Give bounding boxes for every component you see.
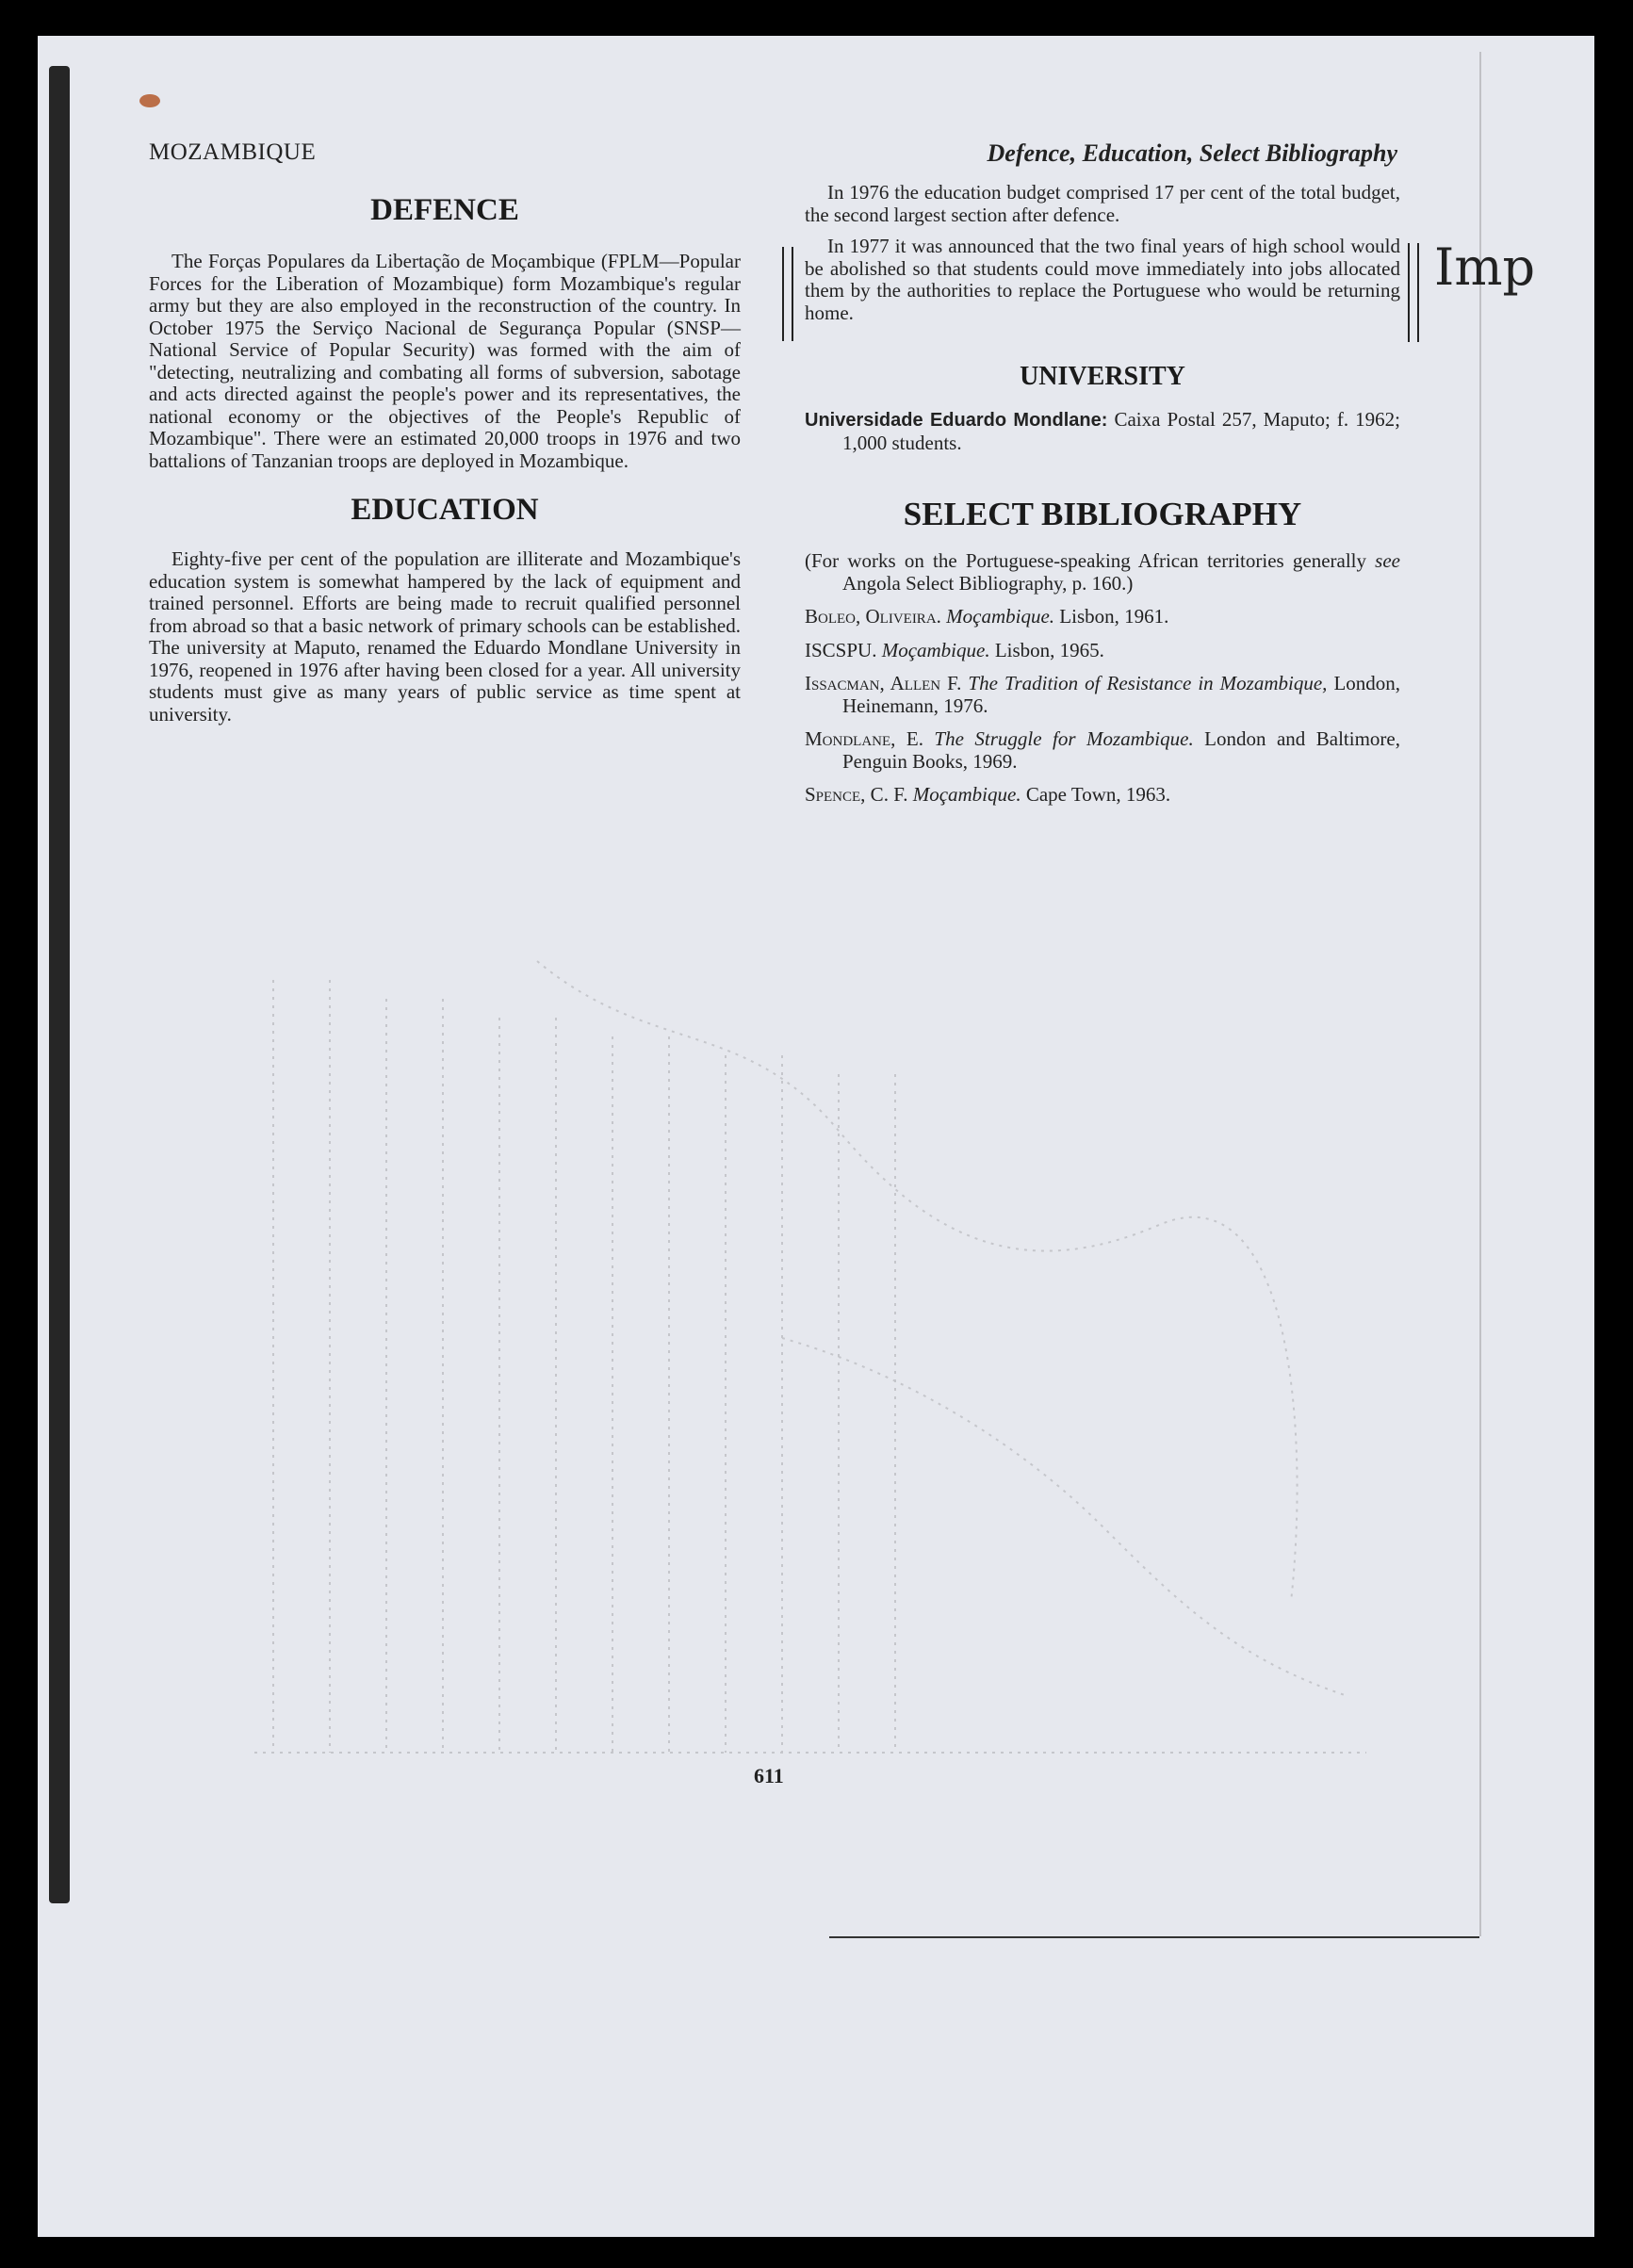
education-heading: EDUCATION — [351, 493, 539, 527]
left-column — [149, 193, 741, 726]
right-column — [805, 182, 1400, 818]
bibliography-entry: Boleo, Oliveira. Moçambique. Lisbon, 1961. — [805, 605, 1169, 628]
margin-mark-right — [1408, 243, 1419, 342]
bibliography-entry: Mondlane, E. The Struggle for Mozambique. London and Baltimore, Penguin Books, 1969. — [805, 727, 1400, 773]
bibliography-entry: Issacman, Allen F. The Tradition of Resistance in Mozambique, London, Heinemann, 1976. — [805, 672, 1401, 717]
map-bleed-through — [254, 942, 1366, 1771]
margin-mark-left — [782, 247, 793, 341]
defence-paragraph: The Forças Populares da Libertação de Moçambique (FPLM—Popular Forces for the Liberation of Mozambique) form Mozambique's regular army but they are also employed in the reconstruction of the country. In October 1975 the Serviço Nacional de Segurança Popular (SNSP—National Service of Popular Security) was formed with the aim of "detecting, neutralizing and combating all forms of subversion, sabotage and acts directed against the people's power and its representatives, the national economy or the objectives of the People's Republic of Mozambique". There were an estimated 20,000 troops in 1976 and two battalions of Tanzanian troops are deployed in Mozambique. — [149, 250, 741, 472]
university-details: Caixa Postal 257, Maputo; f. 1962; 1,000 students. — [842, 408, 1400, 454]
defence-heading: DEFENCE — [370, 193, 519, 227]
university-entry — [805, 409, 1400, 454]
bottom-rule — [829, 1936, 1479, 1938]
running-header-left: MOZAMBIQUE — [149, 139, 317, 165]
bibliography-entry: Spence, C. F. Moçambique. Cape Town, 1963. — [805, 783, 1171, 806]
education-announcement-paragraph: In 1977 it was announced that the two final years of high school would be abolished so that students could move immediately into jobs allocated them by the authorities to replace the Portuguese who would be returning home. — [805, 235, 1400, 324]
university-name: Universidade Eduardo Mondlane: — [805, 410, 1108, 431]
university-heading: UNIVERSITY — [1020, 362, 1185, 391]
pasted-sheet-edge — [1479, 52, 1500, 1936]
page-number: 611 — [754, 1764, 784, 1787]
ink-stain — [139, 94, 160, 107]
education-budget-paragraph: In 1976 the education budget comprised 17 per cent of the total budget, the second largest section after defence. — [805, 181, 1400, 226]
bibliography-heading: SELECT BIBLIOGRAPHY — [903, 496, 1302, 532]
handwritten-margin-note: Imp — [1434, 237, 1536, 297]
bibliography-note: (For works on the Portuguese-speaking African territories generally see Angola Select Bibliography, p. 160.) — [805, 549, 1400, 595]
bibliography-entry: ISCSPU. Moçambique. Lisbon, 1965. — [805, 638, 1104, 661]
running-header-right: Defence, Education, Select Bibliography — [987, 139, 1397, 167]
education-paragraph: Eighty-five per cent of the population are illiterate and Mozambique's education system is somewhat hampered by the lack of equipment and trained personnel. Efforts are being made to recruit qualified personnel from abroad so that a basic network of primary schools can be established. The university at Maputo, renamed the Eduardo Mondlane University in 1976, reopened in 1976 after having been closed for a year. All university students must give as many years of public service as time spent at university. — [149, 547, 741, 726]
binding-spine — [49, 66, 70, 1903]
